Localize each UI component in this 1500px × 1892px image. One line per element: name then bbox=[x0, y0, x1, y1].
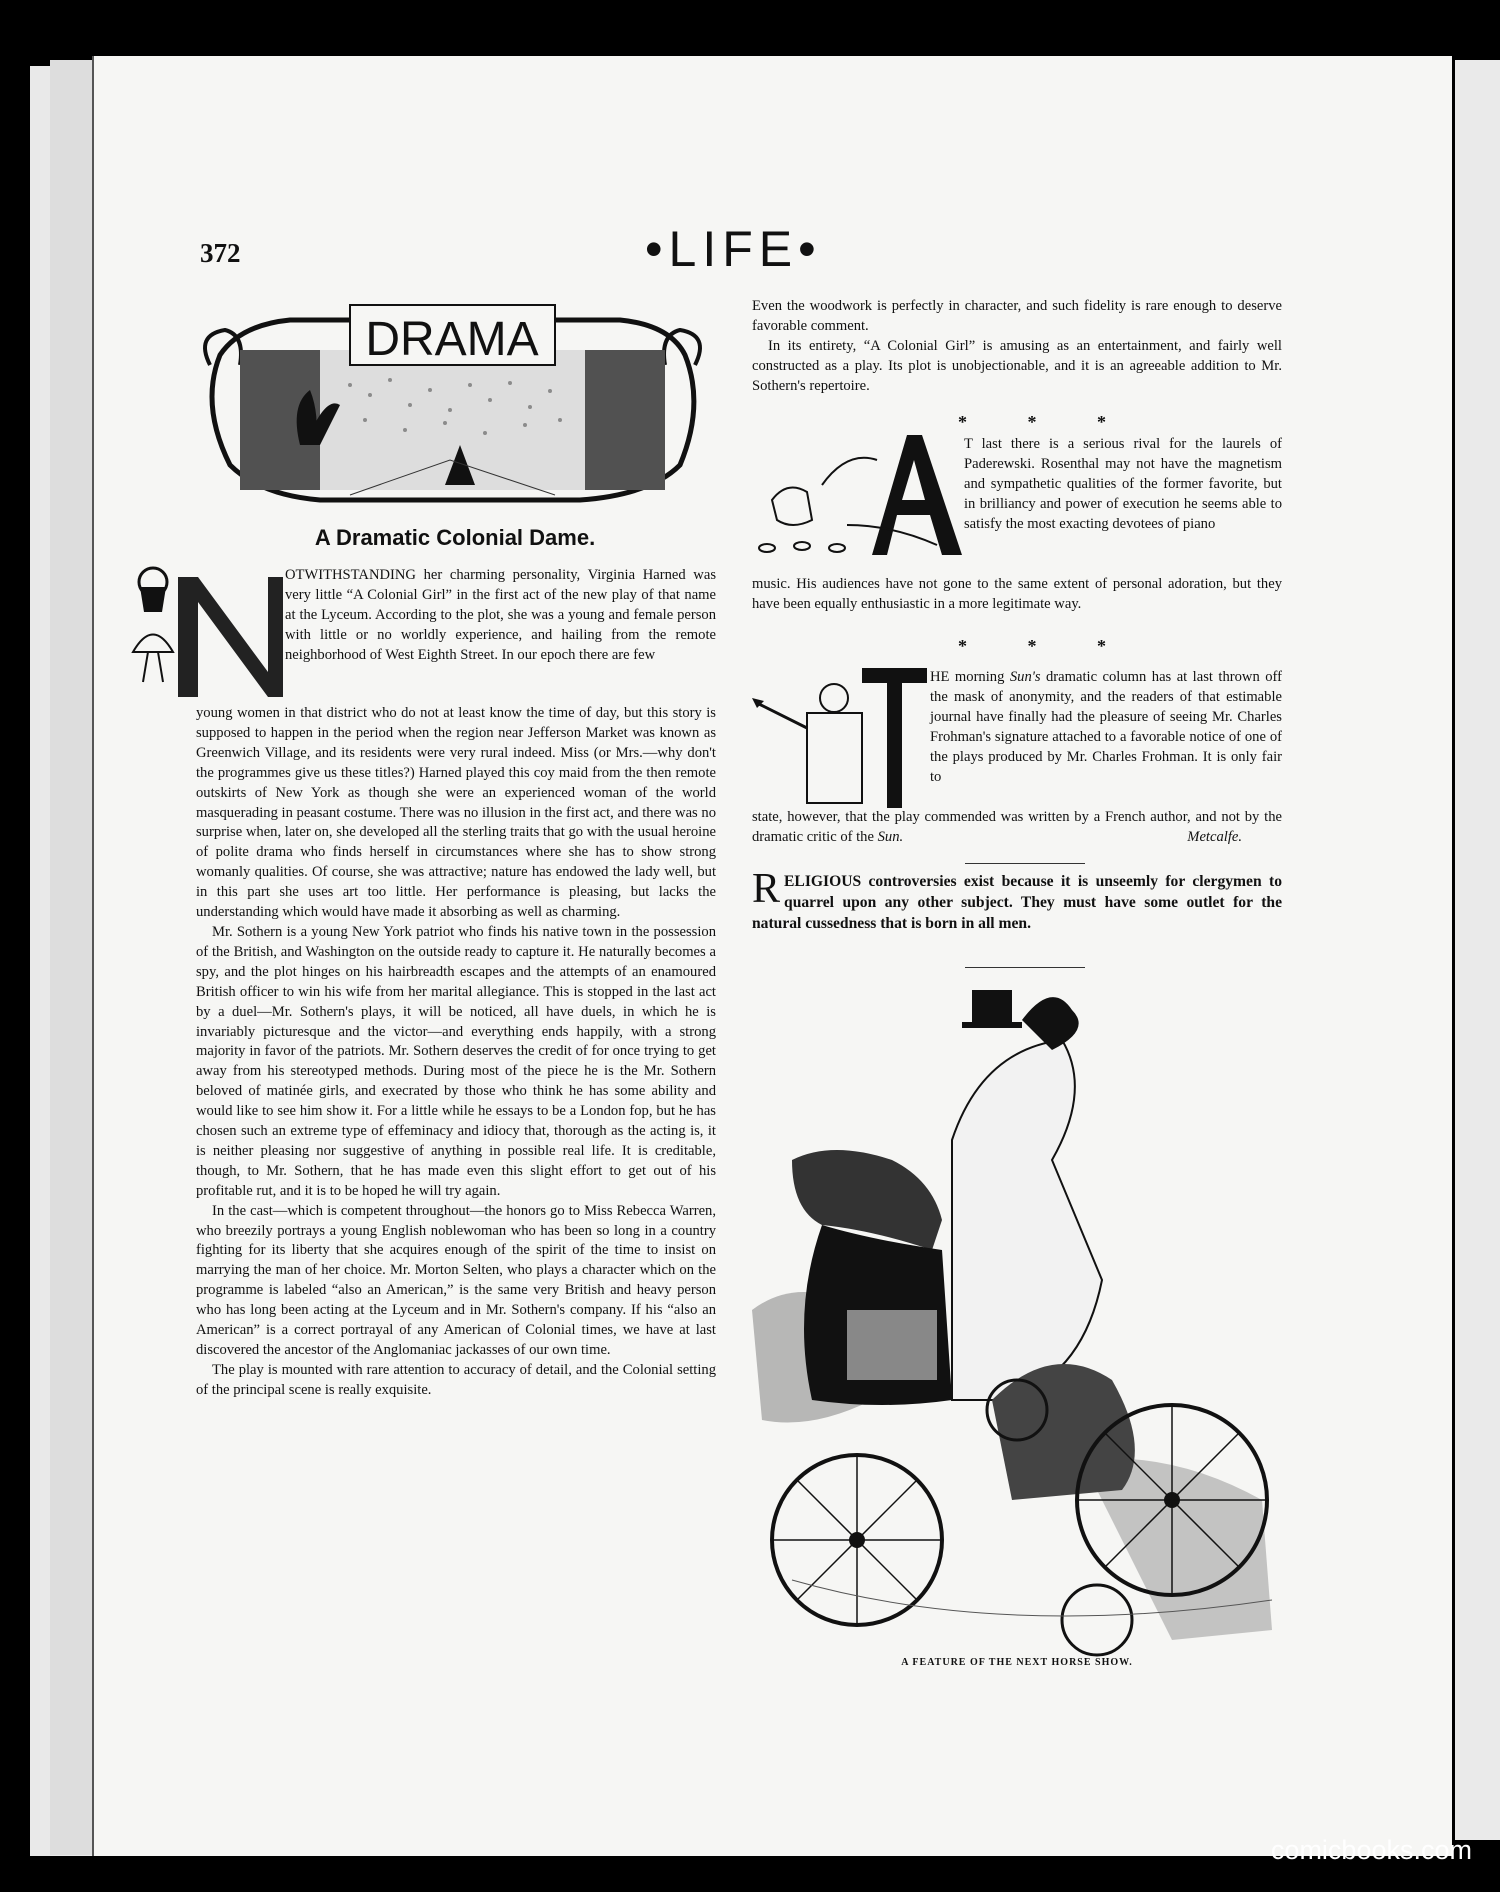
page-number: 372 bbox=[200, 238, 241, 268]
article-paragraph-2: Mr. Sothern is a young New York patriot who finds his native town in the possession of the British, and Washington on the outside ready to capture it. He naturally becomes a spy, and the plot hinges on his hairbreadth escapes and the attempts of an enamoured British officer to win his wife from her marital allegiance. This is stopped in the last act by a duel—Mr. Sothern's plays, it will be noticed, all have duels, in which he is invariably picturesque and the victor—and everything ends happily, with a strong majority in favor of the patriots. Mr. Sothern deserves the credit of for once trying to get away from his stereotyped methods. During most of the piece he is the Mr. Sothern beloved of matinée girls, and execrated by those who think he has some ability and would like to see him show it. For a little while he essays to be a London fop, but he has chosen such an extreme type of effeminacy and idiocy that, thorough as the acting is, it is neither pleasing nor suggestive of anything in possible real life. It is creditable, though, to Mr. Sothern, that he has made even this slight effort to get out of his profitable rut, and it is to be hoped he will try again. bbox=[196, 923, 716, 1199]
section-divider-stars: * * * bbox=[958, 412, 1134, 432]
drama-banner-illustration bbox=[200, 295, 705, 510]
rosenthal-paragraph: music. His audiences have not gone to the same extent of personal adoration, but they have been equally enthusiastic in a more legitimate way. bbox=[752, 576, 1282, 612]
rosenthal-intro: T last there is a serious rival for the laurels of Paderewski. Rosenthal may not have the magnetism and sympathetic qualities of the former favorite, but in brilliancy and power of execution he seems able to satisfy the most exacting devotees of piano bbox=[964, 436, 1282, 532]
horse-show-carriage-illustration bbox=[752, 980, 1282, 1660]
signature: Metcalfe. bbox=[1187, 828, 1242, 845]
drop-cap-n-illustration bbox=[118, 557, 293, 702]
sun-intro bbox=[930, 668, 1282, 787]
article-paragraph-4: The play is mounted with rare attention to accuracy of detail, and the Colonial setting of the principal scene is really exquisite. bbox=[196, 1361, 716, 1398]
entirety-paragraph: In its entirety, “A Colonial Girl” is amusing as an entertainment, and fairly well constructed as a play. Its plot is unobjectionable, and it is an agreeable addition to Mr. Sothern's repertoire. bbox=[752, 337, 1282, 394]
sun-rest-a: state, however, that the play commended was written by a French author, and not by the dramatic critic of the bbox=[752, 809, 1282, 845]
page-header bbox=[200, 220, 1280, 280]
illustration-caption: A FEATURE OF THE NEXT HORSE SHOW. bbox=[901, 1657, 1133, 1668]
drop-cap-a-illustration bbox=[752, 430, 967, 560]
sun-intro-a: HE morning bbox=[930, 669, 1010, 685]
religious-text: ELIGIOUS controversies exist because it is unseemly for clergymen to quarrel upon any other subject. They must have some outlet for the natural cussedness that is born in all men. bbox=[752, 873, 1282, 932]
drop-cap-r: R bbox=[752, 866, 781, 912]
article-body bbox=[196, 704, 716, 1401]
article-headline: A Dramatic Colonial Dame. bbox=[314, 525, 596, 550]
right-column-top bbox=[752, 297, 1282, 397]
article-paragraph-3: In the cast—which is competent throughout—the honors go to Miss Rebecca Warren, who breezily portrays a young English noblewoman who has been so long in a country fighting for its liberty that she acquires enough of the spirit of the time to insist on marrying the man of her choice. Mr. Morton Selten, who plays a character which on the programme is labeled “also an American,” is the same very British and heavy person who has long been acting at the Lyceum and in Mr. Sothern's company. If his “also an American” is a correct portrayal of any American of Colonial times, we have at last discovered the ancestor of the Anglomaniac jackasses of our own time. bbox=[196, 1202, 716, 1358]
sun-intro-b: dramatic column has at last thrown off the mask of anonymity, and the readers of that estimable journal have finally had the pleasure of seeing Mr. Charles Frohman's signature attached to a favorable notice of one of the plays produced by Mr. Charles Frohman. It is only fair to bbox=[930, 669, 1282, 785]
sun-rest-italic: Sun. bbox=[877, 828, 904, 845]
article-paragraph-1: young women in that district who do not at least know the time of day, but this story is supposed to happen in the period when the region near Jefferson Market was known as Greenwich Village, and its residents were very rural indeed. Miss (or Mrs.—why don't the programmes give us these titles?) Harned played this coy maid from the then remote outskirts of New York as though she were an experienced woman of the world masquerading in peasant costume. There was no illusion in the first act, and there was no surprise when, later on, she developed all the sterling traits that go with the usual heroine of polite drama who finds herself in circumstances where she has to show strong womanly qualities. Of course, she was attractive; nature has endowed the lady well, but in this part she uses art too little. Her performance is pleasing, but lacks the understanding which would have made it absorbing as well as charming. bbox=[196, 705, 716, 921]
woodwork-paragraph: Even the woodwork is perfectly in character, and such fidelity is rare enough to deserve favorable comment. bbox=[752, 298, 1282, 334]
section-rule bbox=[965, 863, 1085, 864]
drop-cap-t-illustration bbox=[752, 668, 927, 813]
watermark: comicbooks.com bbox=[1270, 1835, 1472, 1865]
masthead-title: •LIFE• bbox=[645, 221, 822, 277]
drama-banner-title: DRAMA bbox=[365, 313, 539, 366]
section-divider-stars: * * * bbox=[958, 636, 1134, 656]
sun-italic: Sun's bbox=[1009, 669, 1041, 685]
sun-paragraph bbox=[752, 808, 1282, 848]
next-page-edge bbox=[1455, 60, 1500, 1840]
article-intro: OTWITHSTANDING her charming personality, Virginia Harned was very little “A Colonial Girl” in the first act of the new play of that name at the Lyceum. According to the plot, she was a young and female person with little or no worldly experience, and hailing from the remote neighborhood of West Eighth Street. In our epoch there are few bbox=[285, 567, 716, 663]
section-rule bbox=[965, 967, 1085, 968]
religious-paragraph bbox=[752, 866, 1282, 934]
